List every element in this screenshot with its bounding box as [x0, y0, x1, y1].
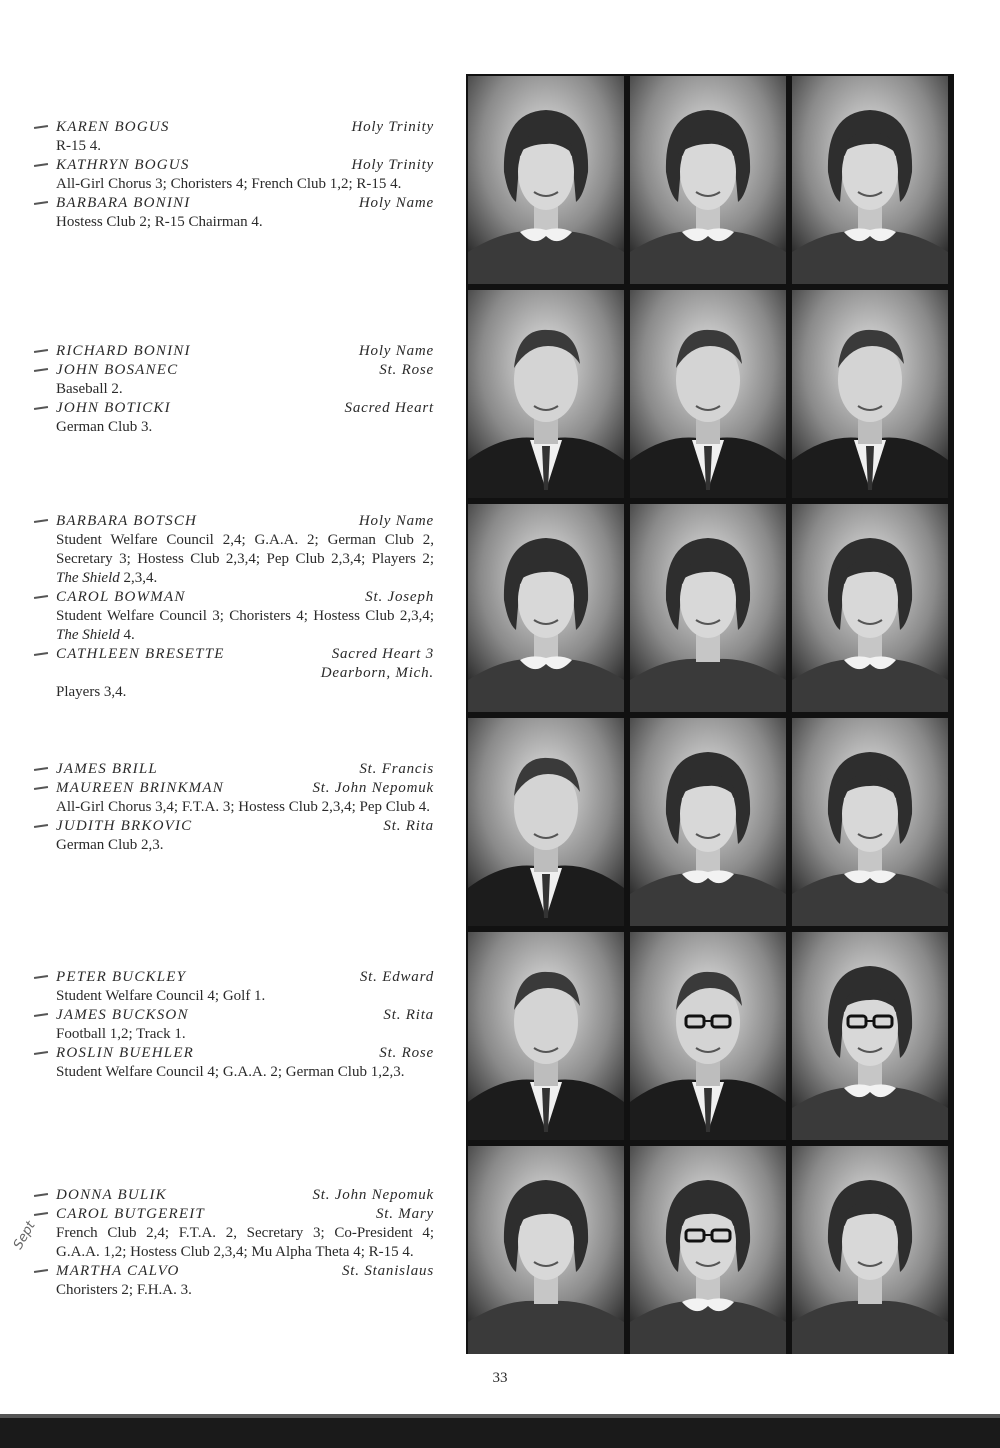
student-name: KAREN BOGUS — [56, 119, 170, 135]
student-portrait — [468, 932, 624, 1140]
student-name: ROSLIN BUEHLER — [56, 1045, 195, 1061]
student-portrait — [630, 1146, 786, 1354]
group-2-text — [56, 342, 434, 437]
student-activities: Players 3,4. — [56, 684, 127, 700]
student-portrait — [630, 932, 786, 1140]
student-name: BARBARA BOTSCH — [56, 513, 198, 529]
student-name: MARTHA CALVO — [56, 1263, 180, 1279]
student-name: BARBARA BONINI — [56, 195, 191, 211]
student-parish: Sacred Heart — [344, 400, 434, 416]
student-parish: St. Joseph — [365, 589, 434, 605]
student-name: DONNA BULIK — [56, 1187, 167, 1203]
student-name: CATHLEEN BRESETTE — [56, 646, 225, 662]
student-portrait — [468, 504, 624, 712]
student-activities: French Club 2,4; F.T.A. 2, Secretary 3; Co-President 4; G.A.A. 1,2; Hostess Club 2,3,4; Mu Alpha Theta 4; R-15 4. — [56, 1225, 434, 1260]
student-portrait — [468, 718, 624, 926]
student-parish: St. Rose — [379, 362, 434, 378]
group-4-text — [56, 760, 434, 855]
student-portrait — [468, 290, 624, 498]
handwritten-margin-note: Sept — [10, 1218, 39, 1253]
student-parish: St. Mary — [375, 1206, 434, 1222]
student-parish: St. John Nepomuk — [312, 780, 434, 796]
student-activities: Student Welfare Council 3; Choristers 4; Hostess Club 2,3,4; The Shield 4. — [56, 608, 434, 643]
student-parish: St. Francis — [359, 761, 434, 777]
group-1-text — [56, 118, 434, 232]
student-portrait — [630, 290, 786, 498]
student-activities: Baseball 2. — [56, 381, 123, 397]
student-portrait — [792, 290, 948, 498]
student-parish: Holy Trinity — [351, 119, 434, 135]
student-parish: St. Rose — [379, 1045, 434, 1061]
student-portrait — [630, 504, 786, 712]
student-parish: St. John Nepomuk — [312, 1187, 434, 1203]
student-parish: Holy Trinity — [351, 157, 434, 173]
student-parish: Sacred Heart 3 — [331, 646, 434, 662]
student-portrait — [792, 504, 948, 712]
student-name: JOHN BOSANEC — [56, 362, 179, 378]
student-activities: Football 1,2; Track 1. — [56, 1026, 186, 1042]
student-activities: Hostess Club 2; R-15 Chairman 4. — [56, 214, 263, 230]
student-parish: Holy Name — [358, 195, 434, 211]
student-portrait — [792, 718, 948, 926]
student-portrait — [792, 932, 948, 1140]
student-activities: All-Girl Chorus 3; Choristers 4; French Club 1,2; R-15 4. — [56, 176, 402, 192]
student-portrait — [630, 76, 786, 284]
student-activities: Student Welfare Council 4; Golf 1. — [56, 988, 266, 1004]
student-portrait — [468, 1146, 624, 1354]
student-name: CAROL BOWMAN — [56, 589, 186, 605]
student-activities: Student Welfare Council 4; G.A.A. 2; German Club 1,2,3. — [56, 1064, 405, 1080]
page-number: 33 — [492, 1370, 508, 1386]
student-name: RICHARD BONINI — [56, 343, 191, 359]
student-portrait — [792, 76, 948, 284]
student-name: KATHRYN BOGUS — [56, 157, 190, 173]
student-parish: Holy Name — [358, 513, 434, 529]
student-parish: Holy Name — [358, 343, 434, 359]
student-activities: German Club 2,3. — [56, 837, 164, 853]
student-name: CAROL BUTGEREIT — [56, 1206, 205, 1222]
student-activities: German Club 3. — [56, 419, 153, 435]
group-3-text — [56, 512, 434, 702]
student-parish: St. Edward — [359, 969, 434, 985]
student-name: JOHN BOTICKI — [56, 400, 171, 416]
student-name: MAUREEN BRINKMAN — [56, 780, 224, 796]
student-activities: All-Girl Chorus 3,4; F.T.A. 3; Hostess Club 2,3,4; Pep Club 4. — [56, 799, 430, 815]
student-name: JAMES BRILL — [56, 761, 158, 777]
portrait-grid — [466, 74, 954, 1354]
student-name: JAMES BUCKSON — [56, 1007, 189, 1023]
student-parish: St. Stanislaus — [341, 1263, 434, 1279]
student-parish: St. Rita — [383, 1007, 434, 1023]
student-portrait — [792, 1146, 948, 1354]
student-name: PETER BUCKLEY — [56, 969, 187, 985]
student-parish-line2: Dearborn, Mich. — [320, 665, 434, 681]
student-activities: Student Welfare Council 2,4; G.A.A. 2; German Club 2, Secretary 3; Hostess Club 2,3,4; Pep Club 2,3,4; Players 2; The Shield 2,3,4. — [56, 532, 434, 586]
student-activities: R-15 4. — [56, 138, 101, 154]
student-parish: St. Rita — [383, 818, 434, 834]
student-portrait — [630, 718, 786, 926]
group-6-text — [56, 1186, 434, 1300]
student-activities: Choristers 2; F.H.A. 3. — [56, 1282, 192, 1298]
group-5-text — [56, 968, 434, 1082]
student-name: JUDITH BRKOVIC — [56, 818, 193, 834]
page-edge — [0, 1418, 1000, 1448]
student-portrait — [468, 76, 624, 284]
